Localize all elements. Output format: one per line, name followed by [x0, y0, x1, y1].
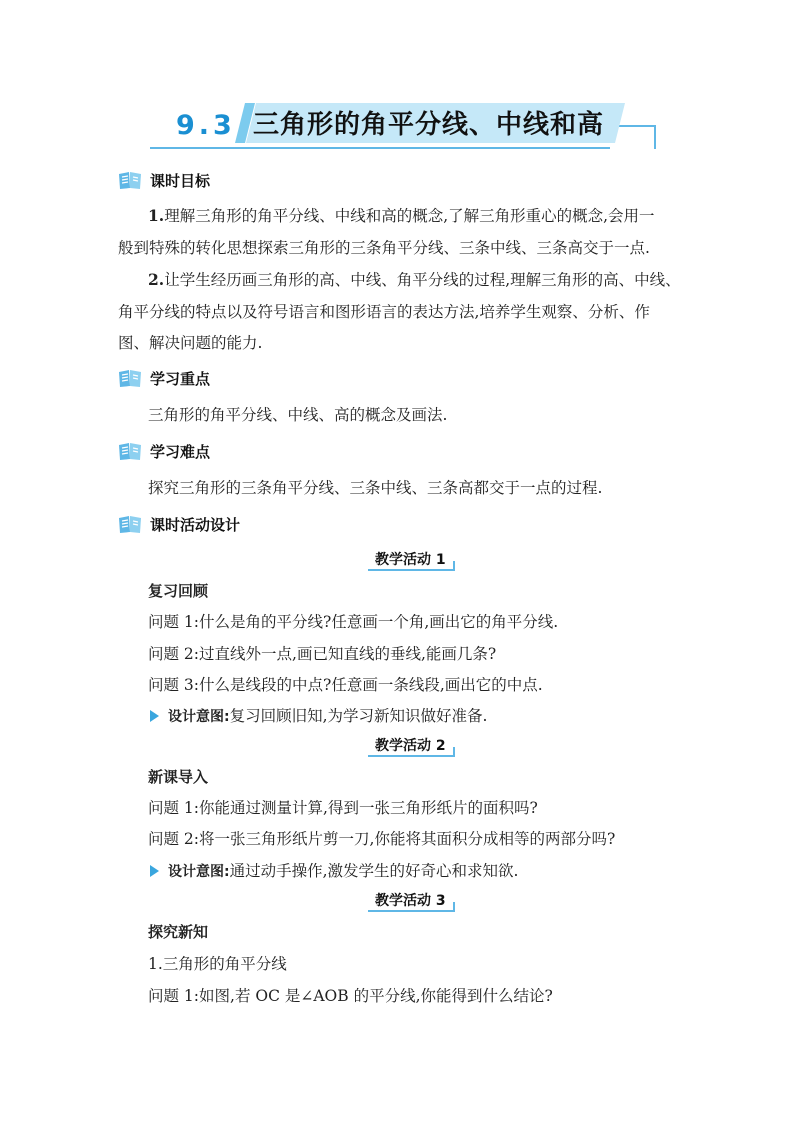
title-underline	[150, 147, 610, 149]
activity-tag-2: 教学活动 2	[375, 738, 446, 754]
section-label-keypoints: 学习重点	[150, 369, 211, 388]
keypoints-text: 三角形的角平分线、中线、高的概念及画法.	[148, 406, 448, 424]
goal-2-line-2: 角平分线的特点以及符号语言和图形语言的表达方法,培养学生观察、分析、作	[118, 303, 650, 321]
play-triangle-icon	[150, 865, 159, 877]
activity-1-underline	[368, 569, 452, 571]
difficulties-text: 探究三角形的三条角平分线、三条中线、三条高都交于一点的过程.	[148, 479, 603, 497]
activity-2-question-1: 问题 1:你能通过测量计算,得到一张三角形纸片的面积吗?	[148, 799, 538, 817]
activity-3-underline	[368, 910, 452, 912]
section-header-design	[118, 512, 240, 536]
activity-tag-1: 教学活动 1	[375, 552, 446, 568]
section-header-difficulties	[118, 439, 210, 463]
activity-3-hook	[445, 902, 455, 912]
book-icon	[118, 170, 142, 190]
play-triangle-icon	[150, 710, 159, 722]
book-icon	[118, 368, 142, 388]
activity-2-underline	[368, 755, 452, 757]
section-label-design: 课时活动设计	[150, 515, 241, 534]
goal-1-line-1: 1.理解三角形的角平分线、中线和高的概念,了解三角形重心的概念,会用一	[148, 206, 655, 225]
activity-1-question-2: 问题 2:过直线外一点,画已知直线的垂线,能画几条?	[148, 645, 497, 663]
activity-1-intent: 设计意图:复习回顾旧知,为学习新知识做好准备.	[168, 707, 488, 725]
section-header-keypoints	[118, 366, 210, 390]
activity-1-question-1: 问题 1:什么是角的平分线?任意画一个角,画出它的角平分线.	[148, 613, 559, 631]
goal-1-line-2: 般到特殊的转化思想探索三角形的三条角平分线、三条中线、三条高交于一点.	[118, 239, 650, 257]
section-header-goals	[118, 168, 210, 192]
goal-2-line-1: 2.让学生经历画三角形的高、中线、角平分线的过程,理解三角形的高、中线、	[148, 270, 681, 289]
page-title: 三角形的角平分线、中线和高	[253, 110, 605, 140]
activity-1-hook	[445, 561, 455, 571]
section-label-goals: 课时目标	[150, 171, 211, 190]
activity-3-heading: 探究新知	[148, 923, 209, 941]
activity-2-hook	[445, 747, 455, 757]
goal-2-line-3: 图、解决问题的能力.	[118, 334, 263, 352]
section-label-difficulties: 学习难点	[150, 442, 211, 461]
activity-2-question-2: 问题 2:将一张三角形纸片剪一刀,你能将其面积分成相等的两部分吗?	[148, 830, 616, 848]
activity-3-item-2: 问题 1:如图,若 OC 是∠AOB 的平分线,你能得到什么结论?	[148, 987, 553, 1005]
book-icon	[118, 441, 142, 461]
book-icon	[118, 514, 142, 534]
activity-1-question-3: 问题 3:什么是线段的中点?任意画一条线段,画出它的中点.	[148, 676, 543, 694]
activity-1-heading: 复习回顾	[148, 582, 209, 600]
activity-2-intent: 设计意图:通过动手操作,激发学生的好奇心和求知欲.	[168, 862, 519, 880]
activity-3-item-1: 1.三角形的角平分线	[148, 955, 287, 973]
section-number: 9.3	[176, 110, 236, 141]
activity-2-heading: 新课导入	[148, 768, 209, 786]
activity-tag-3: 教学活动 3	[375, 893, 446, 909]
